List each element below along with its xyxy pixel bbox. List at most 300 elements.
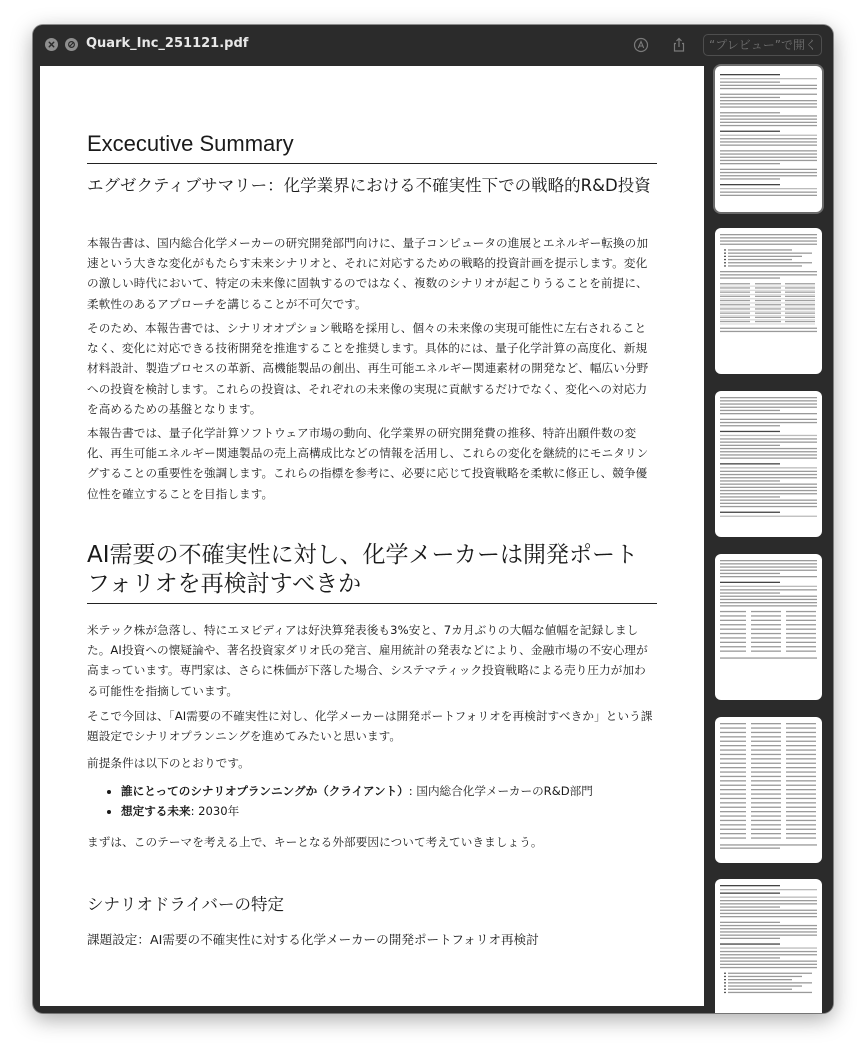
thumbnail-text-line xyxy=(724,989,726,990)
thumbnail-text-line xyxy=(786,824,816,825)
share-icon[interactable] xyxy=(670,36,688,54)
thumbnail-text-line xyxy=(786,793,816,794)
thumbnail-text-line xyxy=(720,188,817,189)
paragraph: 本報告書は、国内総合化学メーカーの研究開発部門向けに、量子コンピュータの進展とエネルギー転換の加速という大きな変化がもたらす未来シナリオと、それに対応するための戦略的投資計画を提示します。変化の激しい時代において、特定の未来像に固執するのではなく、複数のシナリオが起こりうることを前提に、柔軟性のあるアプローチを講じることが不可欠です。 xyxy=(87,236,649,311)
thumbnail-text-line xyxy=(720,758,746,759)
thumbnail-text-line xyxy=(720,438,817,439)
thumbnail-text-line xyxy=(724,253,726,254)
thumbnail-preview xyxy=(715,717,822,863)
thumbnail-text-line xyxy=(720,422,817,423)
condition-value: : 2030年 xyxy=(190,804,240,818)
thumbnail-text-line xyxy=(720,283,750,284)
thumbnail-text-line xyxy=(751,815,781,816)
thumbnail-text-line xyxy=(720,100,817,101)
thumbnail-text-line xyxy=(720,637,746,638)
thumbnail-text-line xyxy=(720,298,815,299)
thumbnail-text-line xyxy=(728,262,812,263)
thumbnail-text-line xyxy=(751,789,781,790)
thumbnail-text-line xyxy=(751,802,781,803)
thumbnail-text-line xyxy=(720,122,817,123)
thumbnail-text-line xyxy=(728,256,802,257)
thumbnail-text-line xyxy=(720,323,815,324)
thumbnail-text-line xyxy=(720,573,780,574)
close-window-button[interactable] xyxy=(45,38,58,51)
thumbnail-text-line xyxy=(785,292,815,293)
thumbnail-text-line xyxy=(720,157,817,158)
thumbnail-text-line xyxy=(786,833,816,834)
thumbnail-text-line xyxy=(751,615,781,616)
thumbnail-text-line xyxy=(728,976,802,977)
thumbnail-text-line xyxy=(720,749,746,750)
thumbnail-text-line xyxy=(751,824,781,825)
thumbnail-text-line xyxy=(785,313,815,314)
open-in-preview-button[interactable]: “プレビュー”で開く xyxy=(703,34,822,56)
thumbnail-text-line xyxy=(751,754,781,755)
page-thumbnail-3[interactable] xyxy=(715,391,822,537)
thumbnail-text-line xyxy=(720,954,817,955)
thumbnail-text-line xyxy=(786,829,816,830)
thumbnail-text-line xyxy=(785,287,815,288)
thumbnail-text-line xyxy=(720,169,817,170)
thumbnail-text-line xyxy=(720,605,817,606)
condition-label: 想定する未来 xyxy=(121,804,191,818)
thumbnail-text-line xyxy=(720,943,780,944)
thumbnail-text-line xyxy=(755,308,781,309)
thumbnail-text-line xyxy=(786,837,816,838)
thumbnail-text-line xyxy=(786,767,816,768)
thumbnail-text-line xyxy=(720,629,746,630)
thumbnail-text-line xyxy=(720,903,817,904)
thumbnail-text-line xyxy=(724,249,726,250)
thumbnail-text-line xyxy=(720,922,780,923)
thumbnail-text-line xyxy=(720,829,746,830)
thumbnail-text-line xyxy=(720,633,746,634)
thumbnail-text-line xyxy=(751,624,781,625)
thumbnail-text-line xyxy=(755,304,781,305)
thumbnail-text-line xyxy=(786,651,816,652)
thumbnail-text-line xyxy=(720,811,746,812)
thumbnail-text-line xyxy=(751,780,781,781)
thumbnail-text-line xyxy=(751,732,781,733)
section-heading-scenario-drivers: シナリオドライバーの特定 xyxy=(87,895,285,914)
thumbnail-text-line xyxy=(720,274,817,275)
thumbnail-text-line xyxy=(728,992,812,993)
thumbnail-text-line xyxy=(720,294,815,295)
thumbnail-text-line xyxy=(720,286,815,287)
thumbnail-text-line xyxy=(720,516,817,517)
thumbnail-text-line xyxy=(786,754,816,755)
markup-icon[interactable] xyxy=(632,36,650,54)
thumbnail-text-line xyxy=(720,431,780,432)
thumbnail-text-line xyxy=(720,789,746,790)
thumbnail-text-line xyxy=(720,910,817,911)
thumbnail-text-line xyxy=(785,308,815,309)
thumbnail-text-line xyxy=(720,620,746,621)
thumbnail-text-line xyxy=(786,620,816,621)
thumbnail-text-line xyxy=(785,321,815,322)
thumbnail-text-line xyxy=(720,319,815,320)
thumbnail-text-line xyxy=(720,844,817,845)
thumbnail-text-line xyxy=(720,106,817,107)
thumbnail-text-line xyxy=(728,249,792,250)
thumbnail-text-line xyxy=(720,150,817,151)
thumbnail-text-line xyxy=(720,798,746,799)
thumbnail-text-line xyxy=(786,732,816,733)
thumbnail-text-line xyxy=(720,785,746,786)
thumbnail-text-line xyxy=(720,82,780,83)
condition-label: 誰にとってのシナリオプランニングか（クライアント） xyxy=(121,784,409,798)
thumbnail-text-line xyxy=(720,317,750,318)
thumbnail-text-line xyxy=(786,776,816,777)
thumbnail-text-line xyxy=(720,576,817,577)
thumbnail-text-line xyxy=(720,302,815,303)
disabled-icon xyxy=(67,40,76,49)
thumbnail-preview xyxy=(715,554,822,700)
thumbnail-text-line xyxy=(720,74,780,75)
thumbnail-text-line xyxy=(720,935,817,936)
thumbnail-text-line xyxy=(755,296,781,297)
thumbnail-text-line xyxy=(720,928,817,929)
thumbnail-text-line xyxy=(751,629,781,630)
thumbnail-text-line xyxy=(785,317,815,318)
thumbnail-text-line xyxy=(720,112,780,113)
thumbnail-text-line xyxy=(720,947,817,948)
thumbnail-text-line xyxy=(720,474,817,475)
thumbnail-text-line xyxy=(786,629,816,630)
thumbnail-text-line xyxy=(720,582,780,583)
thumbnail-sidebar[interactable] xyxy=(704,66,833,1013)
thumbnail-text-line xyxy=(720,480,780,481)
thumbnail-text-line xyxy=(751,651,781,652)
thumbnail-text-line xyxy=(720,407,817,408)
thumbnail-text-line xyxy=(724,985,726,986)
pdf-page[interactable] xyxy=(40,66,704,1006)
paragraph: そのため、本報告書では、シナリオオプション戦略を採用し、個々の未来像の実現可能性に左右されることなく、変化に対応できる技術開発を推進することを推奨します。具体的には、量子化学計算の高度化、新規材料設計、製造プロセスの革新、高機能製品の創出、再生可能エネルギー関連素材の開発など、幅広い分野への投資を検討します。これらの投資は、それぞれの未来像の実現に貢献するだけでなく、変化への対応力を高めるための基盤となります。 xyxy=(87,321,649,416)
theme-statement: 課題設定：AI需要の不確実性に対する化学メーカーの開発ポートフォリオ再検討 xyxy=(87,932,539,947)
thumbnail-text-line xyxy=(786,789,816,790)
thumbnail-text-line xyxy=(786,749,816,750)
thumbnail-preview xyxy=(715,391,822,537)
thumbnail-text-line xyxy=(720,403,817,404)
thumbnail-text-line xyxy=(720,833,746,834)
thumbnail-text-line xyxy=(724,982,726,983)
thumbnail-text-line xyxy=(786,642,816,643)
thumbnail-text-line xyxy=(751,633,781,634)
thumbnail-text-line xyxy=(720,566,817,567)
thumbnail-text-line xyxy=(786,763,816,764)
preconditions-list xyxy=(87,781,661,821)
thumbnail-text-line xyxy=(751,646,781,647)
thumbnail-text-line xyxy=(720,506,817,507)
thumbnail-text-line xyxy=(724,262,726,263)
thumbnail-text-line xyxy=(720,153,817,154)
thumbnail-text-line xyxy=(786,611,816,612)
thumbnail-text-line xyxy=(720,916,817,917)
thumbnail-text-line xyxy=(751,820,781,821)
thumbnail-text-line xyxy=(786,615,816,616)
thumbnail-text-line xyxy=(720,967,817,968)
paragraph: 米テック株が急落し、特にエヌビディアは好決算発表後も3%安と、7カ月ぶりの大幅な値幅を記録しました。AI投資への懐疑論や、著名投資家ダリオ氏の発言、雇用統計の発表などにより、金融市場の不安心理が高まっています。専門家は、さらに株価が下落した場合、システマティック投資戦略による売り圧力が加わる可能性を指摘しています。 xyxy=(87,623,648,698)
thumbnail-text-line xyxy=(786,758,816,759)
thumbnail-text-line xyxy=(720,490,817,491)
thumbnail-text-line xyxy=(720,642,746,643)
executive-summary-subtitle: エグゼクティブサマリー：化学業界における不確実性下での戦略的R&D投資 xyxy=(87,176,651,195)
thumbnail-text-line xyxy=(751,785,781,786)
thumbnail-text-line xyxy=(720,313,750,314)
thumbnail-text-line xyxy=(720,913,817,914)
thumbnail-text-line xyxy=(720,560,817,561)
thumbnail-text-line xyxy=(720,435,817,436)
thumbnail-text-line xyxy=(751,620,781,621)
thumbnail-text-line xyxy=(720,135,817,136)
thumbnail-text-line xyxy=(751,745,781,746)
thumbnail-text-line xyxy=(720,425,780,426)
thumbnail-text-line xyxy=(720,657,817,658)
thumbnail-text-line xyxy=(720,925,817,926)
thumbnail-text-line xyxy=(720,487,817,488)
thumbnail-text-line xyxy=(720,463,780,464)
thumbnail-text-line xyxy=(786,771,816,772)
thumbnail-text-line xyxy=(786,780,816,781)
thumbnail-text-line xyxy=(728,979,792,980)
thumbnail-text-line xyxy=(720,767,746,768)
thumbnail-text-line xyxy=(751,771,781,772)
thumbnail-text-line xyxy=(720,234,817,235)
thumbnail-text-line xyxy=(720,570,817,571)
thumbnail-text-line xyxy=(751,767,781,768)
thumbnail-text-line xyxy=(751,763,781,764)
thumbnail-text-line xyxy=(720,277,780,278)
thumbnail-text-line xyxy=(720,178,780,179)
thumbnail-text-line xyxy=(720,78,817,79)
thumbnail-text-line xyxy=(720,723,746,724)
thumbnail-text-line xyxy=(720,131,780,132)
thumbnail-text-line xyxy=(751,837,781,838)
thumbnail-text-line xyxy=(720,889,817,890)
page-thumbnail-6[interactable] xyxy=(715,879,822,1013)
thumbnail-text-line xyxy=(724,259,726,260)
thumbnail-text-line xyxy=(720,615,746,616)
thumbnail-text-line xyxy=(720,793,746,794)
paragraph: まずは、このテーマを考える上で、キーとなる外部要因について考えていきましょう。 xyxy=(87,835,543,849)
thumbnail-text-line xyxy=(786,802,816,803)
thumbnail-text-line xyxy=(755,313,781,314)
thumbnail-text-line xyxy=(720,771,746,772)
thumbnail-text-line xyxy=(720,754,746,755)
thumbnail-text-line xyxy=(786,811,816,812)
thumbnail-text-line xyxy=(720,321,750,322)
thumbnail-text-line xyxy=(720,304,750,305)
thumbnail-text-line xyxy=(751,798,781,799)
thumbnail-text-line xyxy=(786,727,816,728)
thumbnail-text-line xyxy=(786,745,816,746)
thumbnail-text-line xyxy=(720,820,746,821)
thumbnail-text-line xyxy=(720,195,817,196)
thumbnail-text-line xyxy=(720,88,817,89)
thumbnail-text-line xyxy=(720,611,746,612)
thumbnail-text-line xyxy=(728,265,802,266)
thumbnail-text-line xyxy=(720,160,817,161)
thumbnail-text-line xyxy=(720,97,780,98)
thumbnail-preview xyxy=(715,879,822,1013)
thumbnail-text-line xyxy=(720,732,746,733)
thumbnail-text-line xyxy=(720,458,817,459)
thumbnail-text-line xyxy=(720,745,746,746)
thumbnail-text-line xyxy=(720,646,746,647)
thumbnail-preview xyxy=(715,66,822,212)
thumbnail-text-line xyxy=(755,287,781,288)
thumbnail-text-line xyxy=(720,445,780,446)
thumbnail-text-line xyxy=(751,637,781,638)
thumbnail-text-line xyxy=(720,419,817,420)
thumbnail-text-line xyxy=(720,807,746,808)
thumbnail-text-line xyxy=(720,448,817,449)
thumbnail-text-line xyxy=(728,989,792,990)
thumbnail-text-line xyxy=(720,964,817,965)
thumbnail-text-line xyxy=(720,815,746,816)
thumbnail-text-line xyxy=(720,776,746,777)
thumbnail-text-line xyxy=(751,723,781,724)
thumbnail-text-line xyxy=(751,611,781,612)
page-thumbnail-2[interactable] xyxy=(715,228,822,374)
thumbnail-text-line xyxy=(720,413,817,414)
thumbnail-text-line xyxy=(720,624,746,625)
thumbnail-text-line xyxy=(720,184,780,185)
thumbnail-text-line xyxy=(720,442,817,443)
thumbnail-text-line xyxy=(720,451,817,452)
list-item xyxy=(121,801,661,821)
thumbnail-text-line xyxy=(720,848,780,849)
thumbnail-text-line xyxy=(720,512,780,513)
thumbnail-text-line xyxy=(720,837,746,838)
thumbnail-text-line xyxy=(786,741,816,742)
page-thumbnail-5[interactable] xyxy=(715,717,822,863)
thumbnail-text-line xyxy=(785,283,815,284)
thumbnail-text-line xyxy=(751,776,781,777)
thumbnail-text-line xyxy=(751,793,781,794)
thumbnail-text-line xyxy=(720,906,780,907)
thumbnail-text-line xyxy=(720,125,817,126)
thumbnail-text-line xyxy=(786,785,816,786)
thumbnail-text-line xyxy=(755,292,781,293)
paragraph: 前提条件は以下のとおりです。 xyxy=(87,756,250,770)
thumbnail-text-line xyxy=(720,599,817,600)
thumbnail-text-line xyxy=(786,637,816,638)
thumbnail-text-line xyxy=(720,741,746,742)
thumbnail-text-line xyxy=(786,633,816,634)
thumbnail-text-line xyxy=(720,331,817,332)
thumbnail-text-line xyxy=(720,292,750,293)
thumbnail-text-line xyxy=(751,741,781,742)
thumbnail-text-line xyxy=(720,897,817,898)
thumbnail-text-line xyxy=(751,736,781,737)
condition-value: : 国内総合化学メーカーのR&D部門 xyxy=(408,784,593,798)
thumbnail-text-line xyxy=(720,85,817,86)
thumbnail-text-line xyxy=(751,811,781,812)
thumbnail-text-line xyxy=(720,727,746,728)
thumbnail-text-line xyxy=(755,317,781,318)
thumbnail-text-line xyxy=(720,94,817,95)
thumbnail-text-line xyxy=(720,315,815,316)
thumbnail-text-line xyxy=(720,103,817,104)
thumbnail-text-line xyxy=(720,308,750,309)
thumbnail-text-line xyxy=(720,172,817,173)
thumbnail-text-line xyxy=(751,642,781,643)
thumbnail-text-line xyxy=(728,985,802,986)
thumbnail-text-line xyxy=(785,300,815,301)
thumbnail-text-line xyxy=(720,885,780,886)
thumbnail-text-line xyxy=(755,283,781,284)
thumbnail-text-line xyxy=(786,624,816,625)
thumbnail-text-line xyxy=(724,979,726,980)
thumbnail-text-line xyxy=(720,410,780,411)
page-thumbnail-4[interactable] xyxy=(715,554,822,700)
close-icon xyxy=(47,40,56,49)
thumbnail-text-line xyxy=(720,493,817,494)
thumbnail-text-line xyxy=(720,589,817,590)
thumbnail-text-line xyxy=(724,973,726,974)
thumbnail-text-line xyxy=(786,736,816,737)
thumbnail-text-line xyxy=(786,820,816,821)
thumbnail-text-line xyxy=(751,829,781,830)
thumbnail-text-line xyxy=(786,646,816,647)
thumbnail-text-line xyxy=(751,758,781,759)
thumbnail-text-line xyxy=(720,163,780,164)
thumbnail-text-line xyxy=(720,651,746,652)
thumbnail-text-line xyxy=(720,931,817,932)
thumbnail-text-line xyxy=(720,307,815,308)
thumbnail-text-line xyxy=(720,763,746,764)
thumbnail-text-line xyxy=(785,304,815,305)
thumbnail-text-line xyxy=(720,477,817,478)
thumbnail-text-line xyxy=(720,138,817,139)
thumbnail-text-line xyxy=(720,957,780,958)
thumbnail-text-line xyxy=(720,290,815,291)
paragraph: そこで今回は、「AI需要の不確実性に対し、化学メーカーは開発ポートフォリオを再検討すべきか」という課題設定でシナリオプランニングを進めてみたいと思います。 xyxy=(87,709,653,744)
thumbnail-text-line xyxy=(728,973,812,974)
thumbnail-text-line xyxy=(720,300,750,301)
thumbnail-text-line xyxy=(786,798,816,799)
thumbnail-text-line xyxy=(720,454,817,455)
section-heading-executive-summary: Excecutive Summary xyxy=(87,131,657,164)
thumbnail-text-line xyxy=(720,400,817,401)
title-bar xyxy=(33,25,833,65)
minimize-window-button[interactable] xyxy=(65,38,78,51)
thumbnail-text-line xyxy=(724,256,726,257)
thumbnail-text-line xyxy=(786,815,816,816)
thumbnail-text-line xyxy=(720,175,817,176)
thumbnail-text-line xyxy=(720,596,817,597)
thumbnail-preview xyxy=(715,228,822,374)
page-thumbnail-1[interactable] xyxy=(715,66,822,212)
thumbnail-text-line xyxy=(720,192,817,193)
thumbnail-text-line xyxy=(720,496,780,497)
thumbnail-text-line xyxy=(724,992,726,993)
list-item xyxy=(121,781,661,801)
thumbnail-text-line xyxy=(720,780,746,781)
thumbnail-text-line xyxy=(786,807,816,808)
thumbnail-text-line xyxy=(720,311,815,312)
thumbnail-text-line xyxy=(720,592,780,593)
thumbnail-text-line xyxy=(720,586,817,587)
thumbnail-text-line xyxy=(720,563,817,564)
thumbnail-text-line xyxy=(720,296,750,297)
thumbnail-text-line xyxy=(720,893,780,894)
thumbnail-text-line xyxy=(751,749,781,750)
thumbnail-text-line xyxy=(720,484,817,485)
thumbnail-text-line xyxy=(720,938,780,939)
document-title: Quark_Inc_251121.pdf xyxy=(86,36,249,51)
